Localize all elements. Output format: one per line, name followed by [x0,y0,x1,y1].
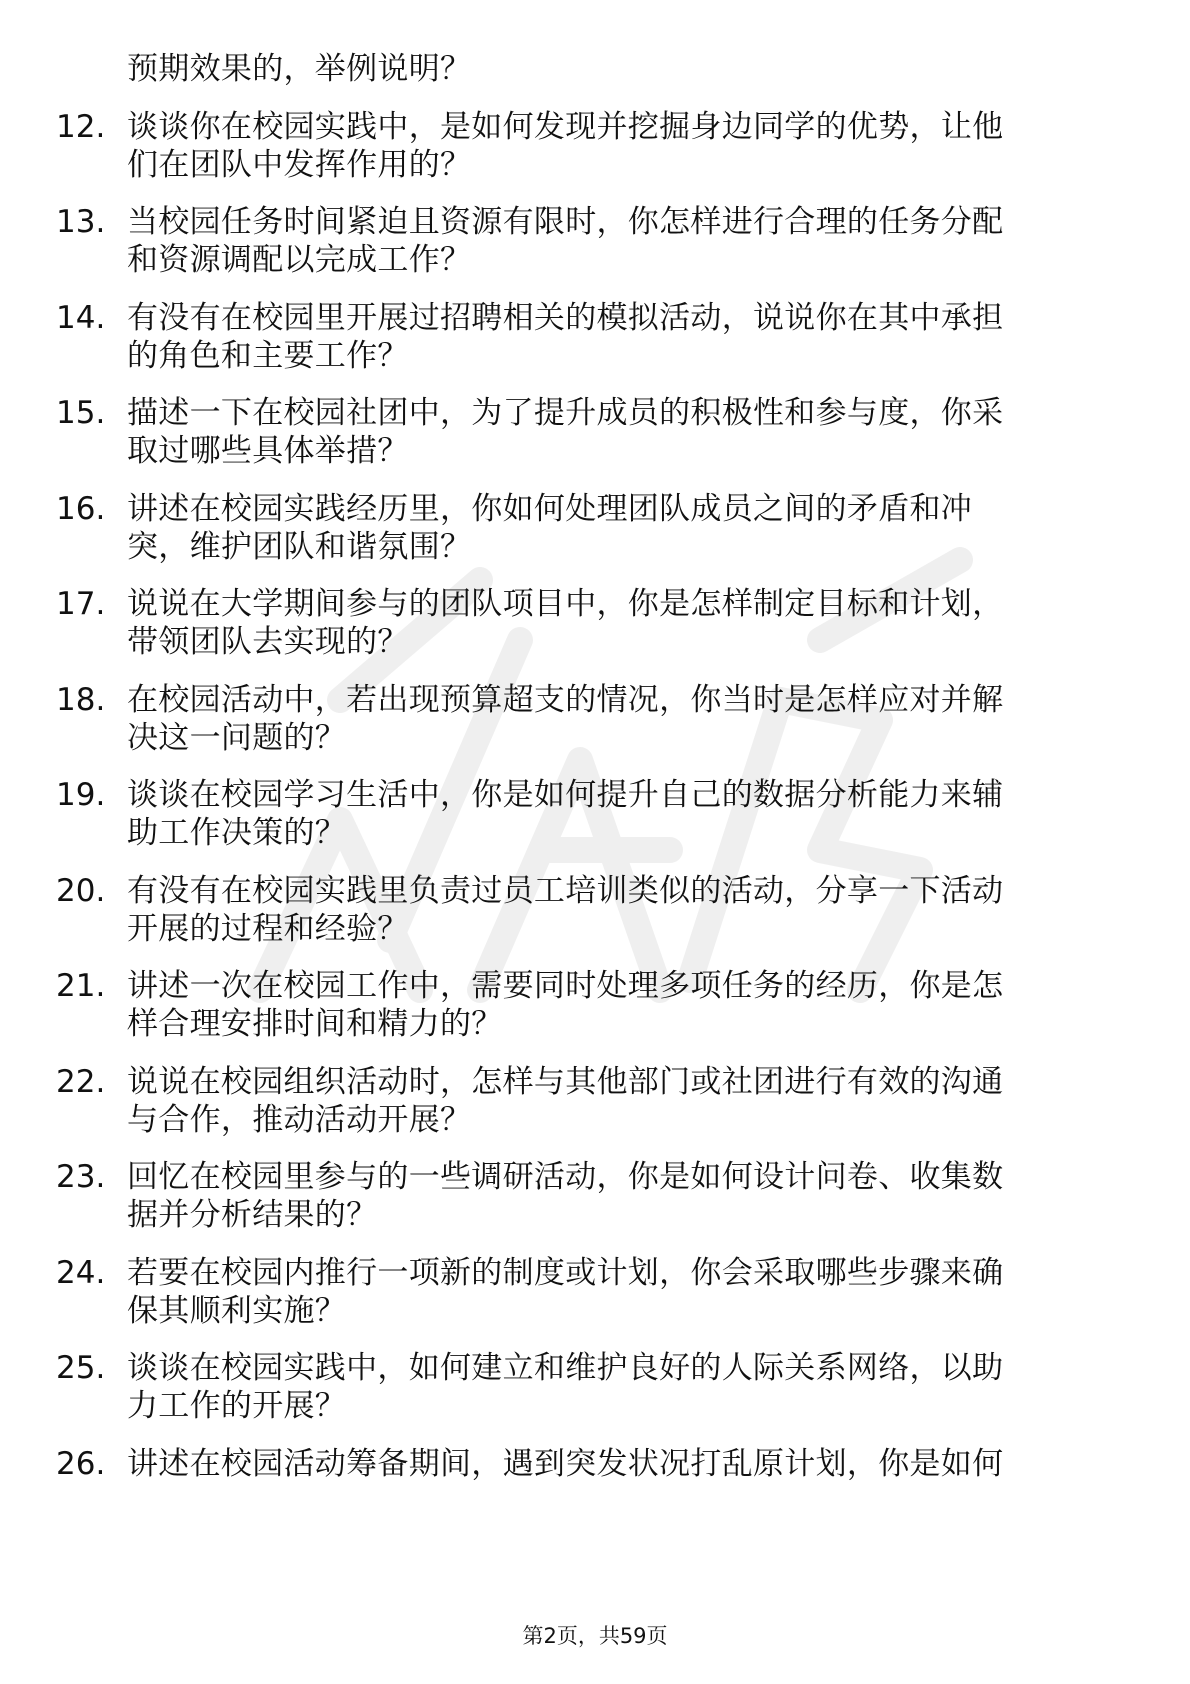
item-number: 15. [56,395,106,431]
item-text-line-2: 开展的过程和经验？ [127,911,409,947]
item-text-line-1: 说说在校园组织活动时，怎样与其他部门或社团进行有效的沟通 [127,1064,1004,1100]
item-text-line-1: 讲述在校园实践经历里，你如何处理团队成员之间的矛盾和冲 [127,491,973,527]
item-text-line-2: 突，维护团队和谐氛围？ [127,529,472,565]
page-footer: 第2页，共59页 [522,1624,668,1648]
item-text-line-2: 们在团队中发挥作用的？ [127,147,472,183]
item-number: 18. [56,682,106,718]
continuation-text: 预期效果的，举例说明？ [127,51,472,87]
item-text-line-2: 的角色和主要工作？ [127,338,409,374]
item-number: 12. [56,109,106,145]
item-number: 17. [56,586,106,622]
item-text-line-2: 助工作决策的？ [127,815,347,851]
item-text-line-1: 谈谈你在校园实践中，是如何发现并挖掘身边同学的优势，让他 [127,109,1004,145]
item-text-line-2: 保其顺利实施？ [127,1293,347,1329]
item-number: 24. [56,1255,106,1291]
item-text-line-1: 讲述在校园活动筹备期间，遇到突发状况打乱原计划，你是如何 [127,1446,1004,1482]
item-number: 26. [56,1446,106,1482]
item-number: 23. [56,1159,106,1195]
item-text-line-1: 谈谈在校园实践中，如何建立和维护良好的人际关系网络，以助 [127,1350,1004,1386]
item-number: 13. [56,204,106,240]
item-text-line-1: 在校园活动中，若出现预算超支的情况，你当时是怎样应对并解 [127,682,1004,718]
item-text-line-2: 与合作，推动活动开展？ [127,1102,472,1138]
item-text-line-1: 有没有在校园里开展过招聘相关的模拟活动，说说你在其中承担 [127,300,1004,336]
item-number: 21. [56,968,106,1004]
item-text-line-1: 回忆在校园里参与的一些调研活动，你是如何设计问卷、收集数 [127,1159,1004,1195]
item-text-line-2: 力工作的开展？ [127,1388,347,1424]
item-number: 25. [56,1350,106,1386]
item-number: 19. [56,777,106,813]
item-text-line-2: 带领团队去实现的？ [127,624,409,660]
item-number: 20. [56,873,106,909]
item-text-line-1: 当校园任务时间紧迫且资源有限时，你怎样进行合理的任务分配 [127,204,1004,240]
item-text-line-2: 和资源调配以完成工作？ [127,242,472,278]
item-text-line-1: 若要在校园内推行一项新的制度或计划，你会采取哪些步骤来确 [127,1255,1004,1291]
item-text-line-2: 取过哪些具体举措？ [127,433,409,469]
item-text-line-1: 谈谈在校园学习生活中，你是如何提升自己的数据分析能力来辅 [127,777,1004,813]
item-text-line-1: 描述一下在校园社团中，为了提升成员的积极性和参与度，你采 [127,395,1004,431]
item-number: 16. [56,491,106,527]
item-number: 14. [56,300,106,336]
item-text-line-2: 决这一问题的？ [127,720,347,756]
item-text-line-2: 样合理安排时间和精力的？ [127,1006,503,1042]
item-number: 22. [56,1064,106,1100]
item-text-line-1: 有没有在校园实践里负责过员工培训类似的活动，分享一下活动 [127,873,1004,909]
item-text-line-1: 说说在大学期间参与的团队项目中，你是怎样制定目标和计划， [127,586,1004,622]
item-text-line-1: 讲述一次在校园工作中，需要同时处理多项任务的经历，你是怎 [127,968,1004,1004]
item-text-line-2: 据并分析结果的？ [127,1197,378,1233]
